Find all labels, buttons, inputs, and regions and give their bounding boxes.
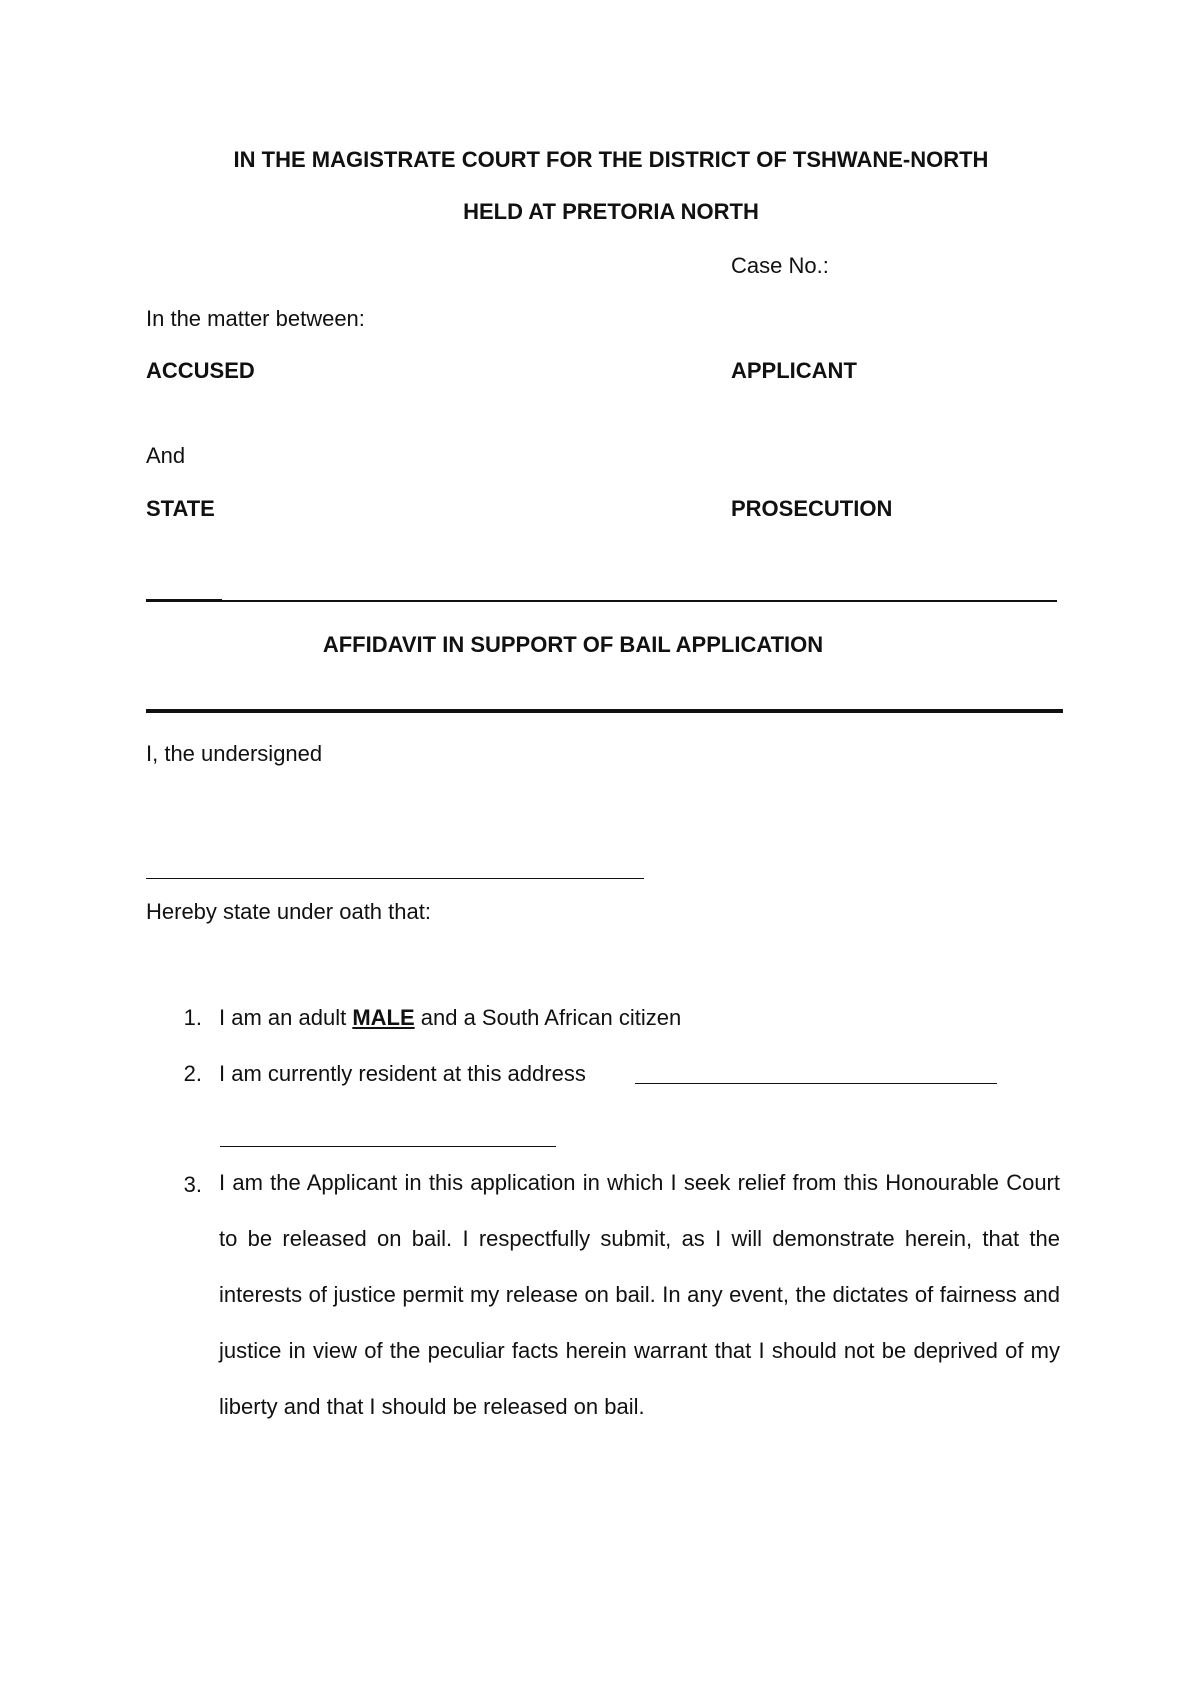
undersigned-label: I, the undersigned — [146, 741, 323, 766]
matter-between-label: In the matter between: — [146, 306, 365, 331]
item-2-text: I am currently resident at this address — [219, 1061, 586, 1086]
state-label: STATE — [146, 496, 215, 521]
item-1-text-before: I am an adult — [219, 1005, 353, 1030]
oath-statement: Hereby state under oath that: — [146, 899, 431, 924]
accused-label: ACCUSED — [146, 358, 255, 383]
applicant-label: APPLICANT — [731, 358, 857, 383]
held-at-heading: HELD AT PRETORIA NORTH — [463, 199, 759, 224]
affidavit-title: AFFIDAVIT IN SUPPORT OF BAIL APPLICATION — [322, 632, 824, 657]
prosecution-label: PROSECUTION — [731, 496, 893, 521]
address-blank-line-1[interactable] — [635, 1083, 997, 1084]
and-label: And — [146, 443, 186, 468]
deponent-name-blank[interactable] — [146, 878, 644, 879]
court-heading: IN THE MAGISTRATE COURT FOR THE DISTRICT OF TSHWANE-NORTH — [233, 147, 989, 172]
item-3-text: I am the Applicant in this application in which I seek relief from this Honourable Court to be released on bail. I respectfully submit, as I will demonstrate herein, that the interests of justice permit my release on bail. In any event, the dictates of fairness and justice in view of the peculiar facts herein warrant that I should not be deprived of my liberty and that I should be released on bail. — [219, 1170, 1060, 1419]
item-1-number: 1. — [183, 1005, 202, 1030]
item-3-number: 3. — [183, 1172, 202, 1197]
separator-line-bottom — [146, 709, 1063, 713]
case-number-label: Case No.: — [731, 253, 829, 278]
address-blank-line-2[interactable] — [220, 1146, 556, 1147]
item-1-text — [219, 1005, 681, 1031]
separator-line-top — [146, 600, 1057, 602]
item-2-number: 2. — [183, 1061, 202, 1086]
separator-line-top-accent — [146, 599, 222, 602]
item-1-text-after: and a South African citizen — [414, 1005, 682, 1030]
item-1-emphasis: MALE — [352, 1005, 415, 1030]
